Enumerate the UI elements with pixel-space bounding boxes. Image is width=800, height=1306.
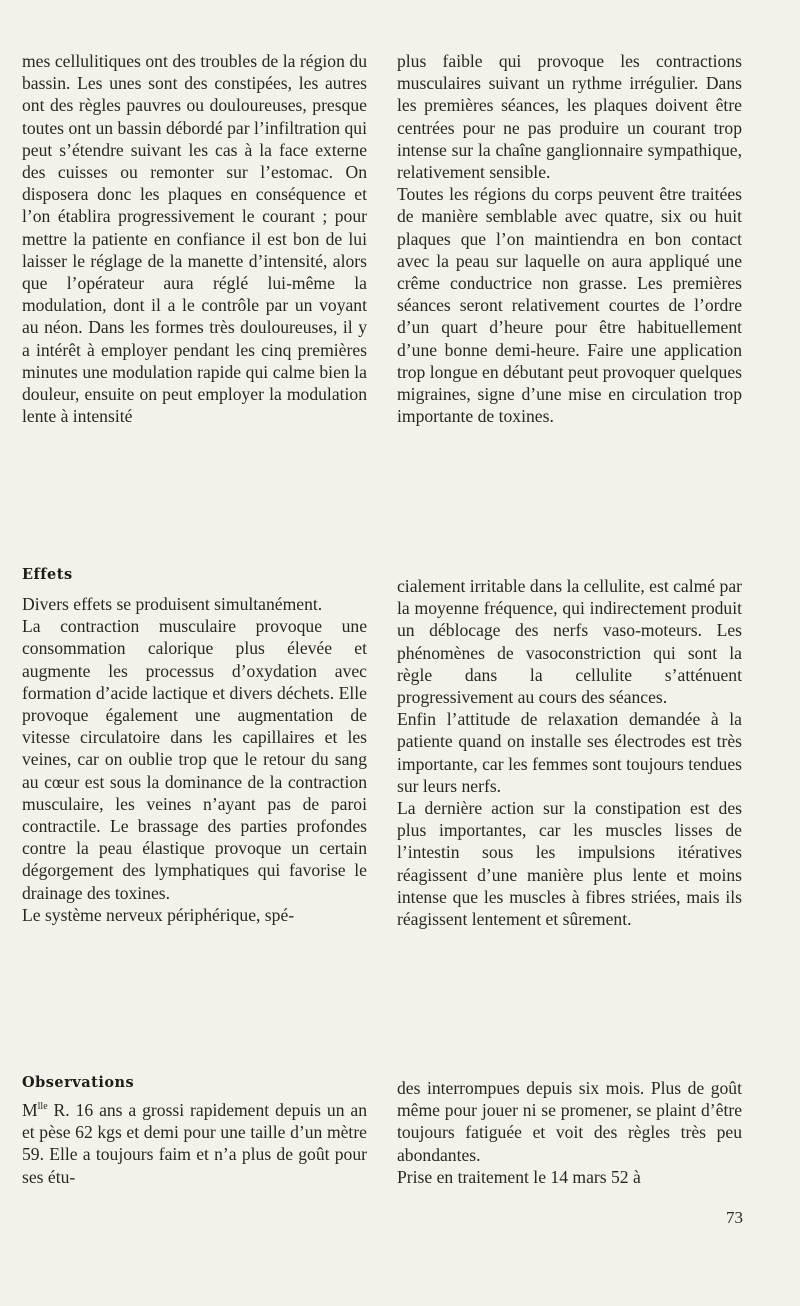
paragraph: Le système nerveux périphérique, spé- [22, 904, 295, 925]
effets-right-column [397, 575, 742, 930]
section1-right-column [397, 50, 742, 427]
paragraph: Enfin l’attitude de relaxation demandée à la patiente quand on installe ses électrodes est très importante, car les femmes sont toujours tendues sur leurs nerfs. [397, 709, 742, 796]
effets-left-column [22, 593, 367, 926]
paragraph: mes cellulitiques ont des troubles de la région du bassin. Les unes sont des constipées, les autres ont des règles pauvres ou douloureuses, presque toutes ont un bassin débordé par l’infiltration qui peut s’étendre suivant les cas à la face externe des cuisses ou remonter sur l’estomac. On disposera donc les plaques en conséquence et l’on établira progressivement le courant ; pour mettre la patiente en confiance il est bon de lui laisser le réglage de la manette d’intensité, alors que l’opérateur aura réglé lui-même la modulation, dont il a le contrôle par un voyant au néon. Dans les formes très douloureuses, il y a intérêt à employer pendant les cinq premières minutes une modulation rapide qui calme bien la douleur, ensuite on peut employer la modulation lente à intensité [22, 51, 367, 427]
effets-heading: Effets [22, 566, 73, 583]
paragraph: Divers effets se produisent simultanément. [22, 594, 323, 614]
paragraph: des interrompues depuis six mois. Plus de goût même pour jouer ni se promener, se plaint d’être toujours fatiguée et voit des règles très peu abondantes. [397, 1078, 742, 1165]
section1-left-column [22, 50, 367, 427]
paragraph: La dernière action sur la constipation est des plus importantes, car les muscles lisses de l’intestin sous les impulsions itératives réagissent d’une manière plus lente et moins intense que les muscles à fibres striées, mais ils réagissent lentement et sûrement. [397, 798, 742, 930]
paragraph [22, 1099, 367, 1188]
abbreviation: M [22, 1100, 38, 1120]
paragraph: Prise en traitement le 14 mars 52 à [397, 1166, 641, 1187]
observations-left-column [22, 1099, 367, 1188]
observations-right-column [397, 1077, 742, 1188]
paragraph-text: R. 16 ans a grossi rapidement depuis un an et pèse 62 kgs et demi pour une taille d’un mètre 59. Elle a toujours faim et n’a plus de goût pour ses étu- [22, 1100, 367, 1187]
observations-heading: Observations [22, 1074, 135, 1091]
paragraph: La contraction musculaire provoque une consommation calorique plus élevée et augmente les processus d’oxydation avec formation d’acide lactique et divers déchets. Elle provoque également une augmentation de vitesse circulatoire dans les capillaires et les veines, car on oublie trop que le retour du sang au cœur est sous la dominance de la contraction musculaire, les veines n’ayant pas de paroi contractile. Le brassage des parties profondes contre la peau élastique provoque un certain dégorgement des lymphatiques qui favorise le drainage des toxines. [22, 616, 367, 903]
abbreviation-superscript: lle [37, 1101, 48, 1113]
paragraph: cialement irritable dans la cellulite, est calmé par la moyenne fréquence, qui indirectement produit un déblocage des nerfs vaso-moteurs. Les phénomènes de vasoconstriction qui sont la règle dans la cellulite s’atténuent progressivement au cours des séances. [397, 576, 742, 708]
paragraph: plus faible qui provoque les contractions musculaires suivant un rythme irrégulier. Dans les premières séances, les plaques doivent être centrées pour ne pas produire un courant trop intense sur la chaîne ganglionnaire sympathique, relativement sensible. [397, 51, 742, 183]
page-number: 73 [726, 1208, 743, 1227]
paragraph: Toutes les régions du corps peuvent être traitées de manière semblable avec quatre, six ou huit plaques que l’on maintiendra en bon contact avec la peau sur laquelle on aura appliqué une crême conductrice non grasse. Les premières séances seront relativement courtes de l’ordre d’un quart d’heure pour être habituellement d’une bonne demi-heure. Faire une application trop longue en débutant peut provoquer quelques migraines, signe d’une mise en circulation trop importante de toxines. [397, 184, 742, 427]
